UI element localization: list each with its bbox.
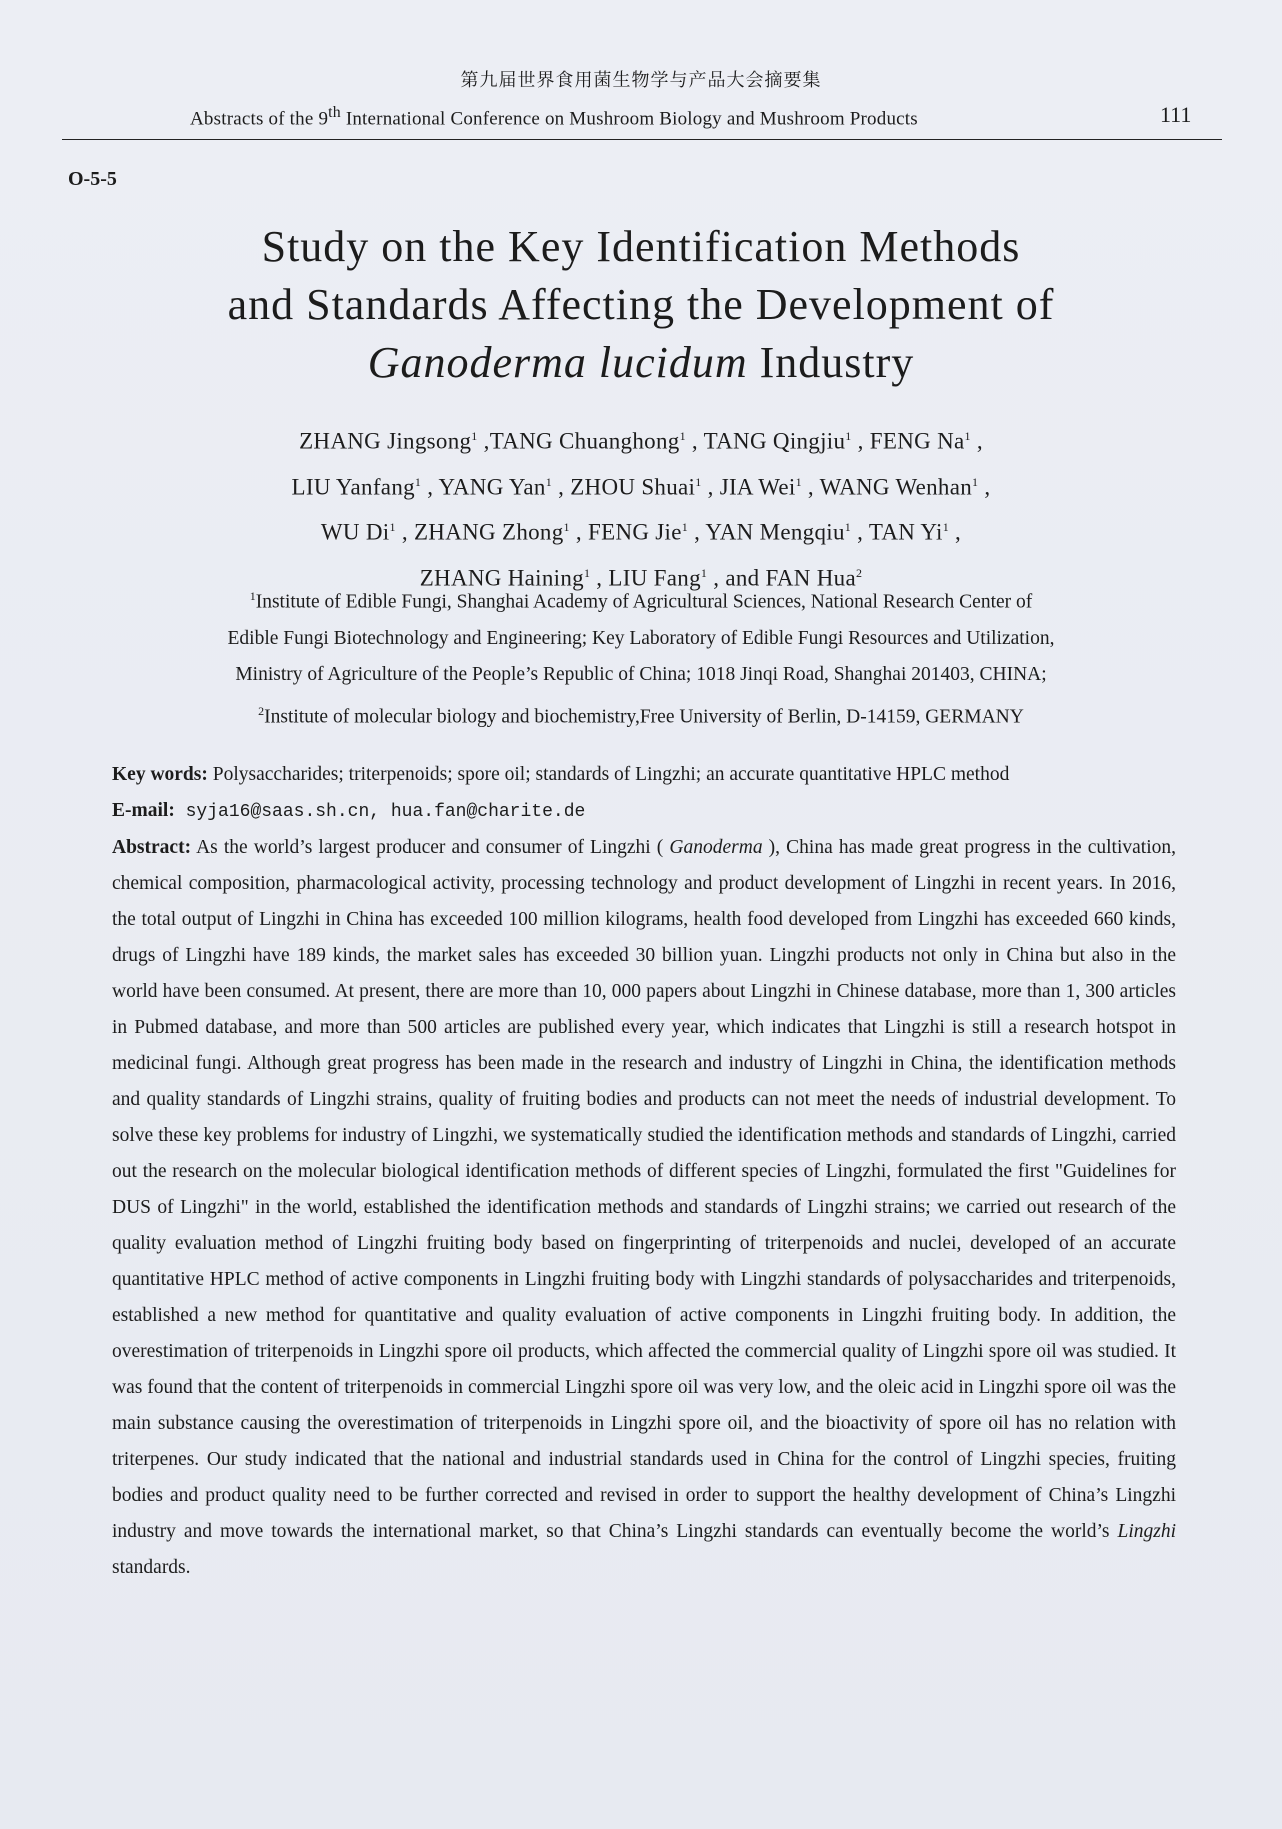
affiliation-1-line-1: $^1$Institute of Edible Fungi, Shanghai Academy of Agricultural Sciences, National Research Center of (249, 589, 1033, 613)
author-affiliation-mark: 1 (545, 474, 553, 489)
author-affiliation-mark: 1 (845, 429, 852, 443)
author-separator: , (477, 428, 490, 454)
author-name: ZHOU Shuai (570, 474, 696, 500)
author-affiliation-mark: 2 (855, 565, 863, 580)
keywords-paragraph (112, 757, 1176, 793)
author-separator: , (851, 519, 869, 545)
abstract-code: O-5-5 (68, 168, 117, 190)
email-paragraph (112, 793, 1176, 830)
author-separator: , (552, 474, 571, 500)
author-separator: , (569, 519, 588, 545)
author-separator: , (421, 474, 439, 500)
author-name: ZHANG Haining (419, 565, 584, 591)
affiliation-2-line-1: $^2$Institute of molecular biology and biochemistry,Free University of Berlin, D-14159, GERMANY (258, 703, 1024, 727)
author-name: LIU Fang (608, 565, 701, 591)
author-affiliation-mark: 1 (681, 520, 689, 535)
title-line-3: Ganoderma lucidum Industry (367, 338, 915, 387)
author-separator: , (688, 519, 706, 545)
keywords-label: Key words: (112, 764, 208, 785)
email-text[interactable]: syja16@saas.sh.cn, hua.fan@charite.de (174, 802, 586, 822)
email-label: E-mail: (112, 800, 175, 821)
author-name: ZHANG Zhong (413, 519, 564, 545)
author-name: WU Di (320, 519, 390, 545)
author-affiliation-mark: 1 (700, 565, 708, 580)
abstract-label: Abstract: (112, 837, 192, 858)
author-separator: , (851, 428, 870, 454)
author-affiliation-mark: 1 (471, 429, 478, 443)
author-name: ZHANG Jingsong (299, 428, 472, 454)
header-rule (62, 139, 1222, 140)
author-name: LIU Yanfang (291, 474, 415, 500)
running-header-english: Abstracts of the 9th International Conference on Mushroom Biology and Mushroom Products (190, 104, 918, 130)
author-affiliation-mark: 1 (679, 429, 686, 443)
author-separator: , (801, 474, 820, 500)
author-affiliation-mark: 1 (972, 474, 979, 489)
abstract-body (112, 757, 1176, 1586)
author-affiliation-mark: 1 (795, 474, 802, 489)
affiliation-1-line-3: Ministry of Agriculture of the People’s Republic of China; 1018 Jinqi Road, Shanghai 201403, CHINA; (235, 663, 1047, 685)
author-affiliation-mark: 1 (583, 565, 591, 580)
author-name: TANG Chuanghong (489, 428, 680, 454)
author-name: YANG Yan (438, 474, 546, 500)
author-separator: , (978, 474, 991, 500)
author-affiliation-mark: 1 (695, 474, 702, 489)
author-affiliation-mark: 1 (964, 429, 971, 443)
running-header-chinese: 第九届世界食用菌生物学与产品大会摘要集 (460, 70, 822, 91)
author-name: TANG Qingjiu (703, 428, 846, 454)
author-separator: , (395, 519, 414, 545)
title-line-2: and Standards Affecting the Development of (227, 280, 1055, 329)
author-line-2 (0, 462, 1282, 508)
author-name: YAN Mengqiu (705, 519, 845, 545)
author-name: FENG Jie (588, 519, 682, 545)
author-separator: , (590, 565, 609, 591)
author-separator: , (949, 519, 962, 545)
author-name: WANG Wenhan (819, 474, 973, 500)
affiliations (100, 578, 1182, 735)
author-affiliation-mark: 1 (844, 520, 852, 535)
author-affiliation-mark: 1 (389, 520, 396, 535)
author-separator: , (701, 474, 720, 500)
paper-title (0, 218, 1282, 392)
author-name: JIA Wei (719, 474, 796, 500)
author-line-3 (0, 507, 1282, 553)
author-separator: , and (707, 565, 766, 591)
affiliation-1-line-2: Edible Fungi Biotechnology and Engineering; Key Laboratory of Edible Fungi Resources and Utilization, (227, 627, 1055, 649)
keywords-text: Polysaccharides; triterpenoids; spore oil; standards of Lingzhi; an accurate quantitative HPLC method (207, 764, 1010, 785)
author-separator: , (970, 428, 983, 454)
author-affiliation-mark: 1 (414, 474, 422, 489)
page-number: 111 (1160, 102, 1192, 127)
author-affiliation-mark: 1 (563, 520, 570, 535)
title-line-1: Study on the Key Identification Methods (261, 222, 1021, 271)
author-name: TAN Yi (868, 519, 943, 545)
author-list (0, 416, 1282, 599)
author-affiliation-mark: 1 (942, 520, 949, 535)
abstract-paragraph: Abstract: As the world’s largest producer and consumer of Lingzhi ( Ganoderma ), China has made great progress in the cultivation, chemical composition, pharmacological activity, processing technology and product development of Lingzhi in recent years. In 2016, the total output of Lingzhi in China has exceeded 100 million kilograms, health food developed from Lingzhi has exceeded 660 kinds, drugs of Lingzhi have 189 kinds, the market sales has exceeded 30 billion yuan. Lingzhi products not only in China but also in the world have been consumed. At present, there are more than 10, 000 papers about Lingzhi in Chinese database, more than 1, 300 articles in Pubmed database, and more than 500 articles are published every year, which indicates that Lingzhi is still a research hotspot in medicinal fungi. Although great progress has been made in the research and industry of Lingzhi in China, the identification methods and quality standards of Lingzhi strains, quality of fruiting bodies and products can not meet the needs of industrial development. To solve these key problems for industry of Lingzhi, we systematically studied the identification methods and standards of Lingzhi, carried out the research on the molecular biological identification methods of different species of Lingzhi, formulated the first "Guidelines for DUS of Lingzhi" in the world, established the identification methods and standards of Lingzhi strains; we carried out research of the quality evaluation method of Lingzhi fruiting body based on fingerprinting of triterpenoids and nuclei, developed of an accurate quantitative HPLC method of active components in Lingzhi fruiting body with Lingzhi standards of polysaccharides and triterpenoids, established a new method for quantitative and quality evaluation of active components in Lingzhi fruiting body. In addition, the overestimation of triterpenoids in Lingzhi spore oil products, which affected the commercial quality of Lingzhi spore oil was studied. It was found that the content of triterpenoids in commercial Lingzhi spore oil was very low, and the oleic acid in Lingzhi spore oil was the main substance causing the overestimation of triterpenoids in Lingzhi spore oil, and the bioactivity of spore oil has no relation with triterpenes. Our study indicated that the national and industrial standards used in China for the control of Lingzhi species, fruiting bodies and product quality need to be further corrected and revised in order to support the healthy development of China’s Lingzhi industry and move towards the international market, so that China’s Lingzhi standards can eventually become the world’s Lingzhi standards. (112, 837, 1176, 1578)
author-name: FENG Na (869, 428, 965, 454)
author-separator: , (685, 428, 704, 454)
author-name: FAN Hua (765, 565, 856, 591)
author-line-1 (0, 416, 1282, 462)
